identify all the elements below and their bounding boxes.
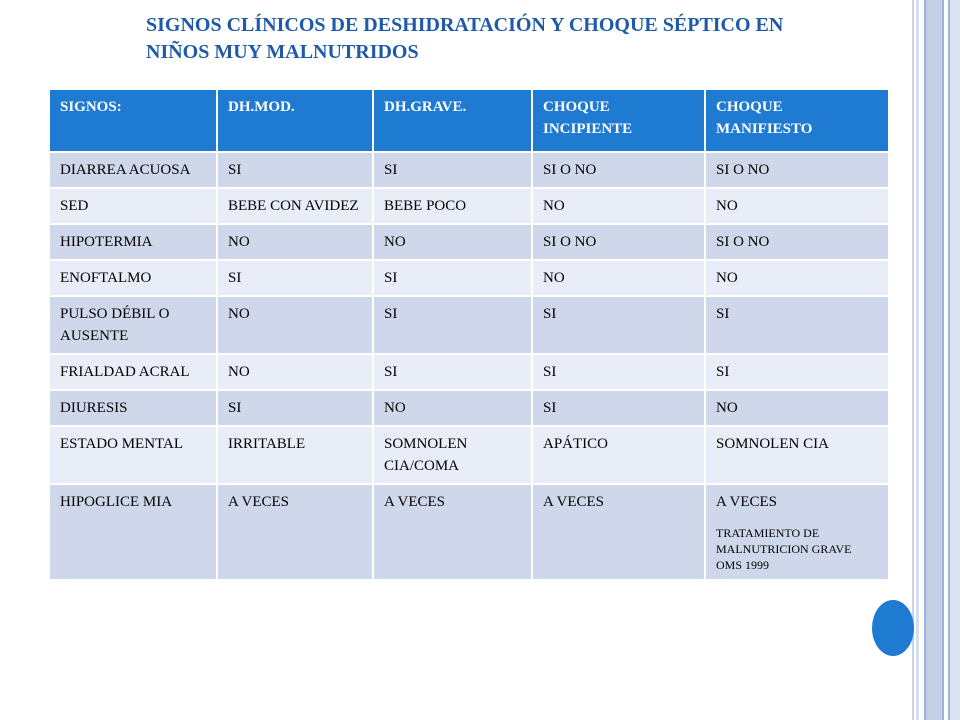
table-cell: A VECES bbox=[217, 484, 373, 580]
table-cell: SI bbox=[217, 260, 373, 296]
table-cell: IRRITABLE bbox=[217, 426, 373, 484]
table-cell: SOMNOLEN CIA/COMA bbox=[373, 426, 532, 484]
table-cell: NO bbox=[217, 354, 373, 390]
table-row bbox=[49, 354, 889, 390]
table-cell: BEBE POCO bbox=[373, 188, 532, 224]
table-cell: SI bbox=[705, 354, 889, 390]
row-sign: ESTADO MENTAL bbox=[49, 426, 217, 484]
signs-table bbox=[48, 88, 890, 581]
table-cell: SI O NO bbox=[532, 152, 705, 188]
table-cell: SOMNOLEN CIA bbox=[705, 426, 889, 484]
table-cell: SI bbox=[373, 260, 532, 296]
side-bar bbox=[924, 0, 942, 720]
table-cell: NO bbox=[532, 188, 705, 224]
row-sign: FRIALDAD ACRAL bbox=[49, 354, 217, 390]
table-cell: APÁTICO bbox=[532, 426, 705, 484]
table-row bbox=[49, 390, 889, 426]
table-row bbox=[49, 260, 889, 296]
side-bar bbox=[916, 0, 919, 720]
table-cell: SI O NO bbox=[705, 152, 889, 188]
table-cell: SI bbox=[532, 354, 705, 390]
table-cell: NO bbox=[532, 260, 705, 296]
table-cell: NO bbox=[705, 260, 889, 296]
table-cell: SI bbox=[217, 390, 373, 426]
table-row bbox=[49, 484, 889, 580]
table-cell: SI bbox=[373, 152, 532, 188]
table-row bbox=[49, 296, 889, 354]
side-bar bbox=[942, 0, 944, 720]
table-cell: NO bbox=[373, 224, 532, 260]
table-cell: NO bbox=[217, 224, 373, 260]
table-cell: SI O NO bbox=[532, 224, 705, 260]
row-sign: PULSO DÉBIL O AUSENTE bbox=[49, 296, 217, 354]
table-row bbox=[49, 426, 889, 484]
page-title: SIGNOS CLÍNICOS DE DESHIDRATACIÓN Y CHOQUE SÉPTICO EN NIÑOS MUY MALNUTRIDOS bbox=[146, 14, 784, 63]
source-footnote: TRATAMIENTO DE MALNUTRICION GRAVE OMS 1999 bbox=[716, 526, 852, 572]
column-header: SIGNOS: bbox=[49, 89, 217, 152]
table-cell: A VECES bbox=[373, 484, 532, 580]
row-sign: HIPOGLICE MIA bbox=[49, 484, 217, 580]
side-bar bbox=[912, 0, 914, 720]
table-cell: NO bbox=[217, 296, 373, 354]
row-sign: DIURESIS bbox=[49, 390, 217, 426]
table-header-row bbox=[49, 89, 889, 152]
column-header: DH.GRAVE. bbox=[373, 89, 532, 152]
table-cell: SI O NO bbox=[705, 224, 889, 260]
row-sign: ENOFTALMO bbox=[49, 260, 217, 296]
table-cell: NO bbox=[705, 188, 889, 224]
table-cell: SI bbox=[373, 354, 532, 390]
table-cell: SI bbox=[705, 296, 889, 354]
table-cell: NO bbox=[373, 390, 532, 426]
table-cell: SI bbox=[532, 296, 705, 354]
table-cell: NO bbox=[705, 390, 889, 426]
row-sign: SED bbox=[49, 188, 217, 224]
column-header: DH.MOD. bbox=[217, 89, 373, 152]
table-cell: BEBE CON AVIDEZ bbox=[217, 188, 373, 224]
table-row bbox=[49, 188, 889, 224]
column-header: CHOQUE INCIPIENTE bbox=[532, 89, 705, 152]
table-cell: SI bbox=[532, 390, 705, 426]
table-cell: SI bbox=[373, 296, 532, 354]
table-cell: SI bbox=[217, 152, 373, 188]
decorative-side-bars bbox=[912, 0, 960, 720]
row-sign: DIARREA ACUOSA bbox=[49, 152, 217, 188]
table-cell bbox=[705, 484, 889, 580]
table-row bbox=[49, 224, 889, 260]
row-sign: HIPOTERMIA bbox=[49, 224, 217, 260]
table-cell: A VECES bbox=[532, 484, 705, 580]
column-header: CHOQUE MANIFIESTO bbox=[705, 89, 889, 152]
table-cell-value: A VECES bbox=[716, 494, 777, 510]
side-bar bbox=[948, 0, 960, 720]
table-row bbox=[49, 152, 889, 188]
decorative-circle bbox=[872, 600, 914, 656]
